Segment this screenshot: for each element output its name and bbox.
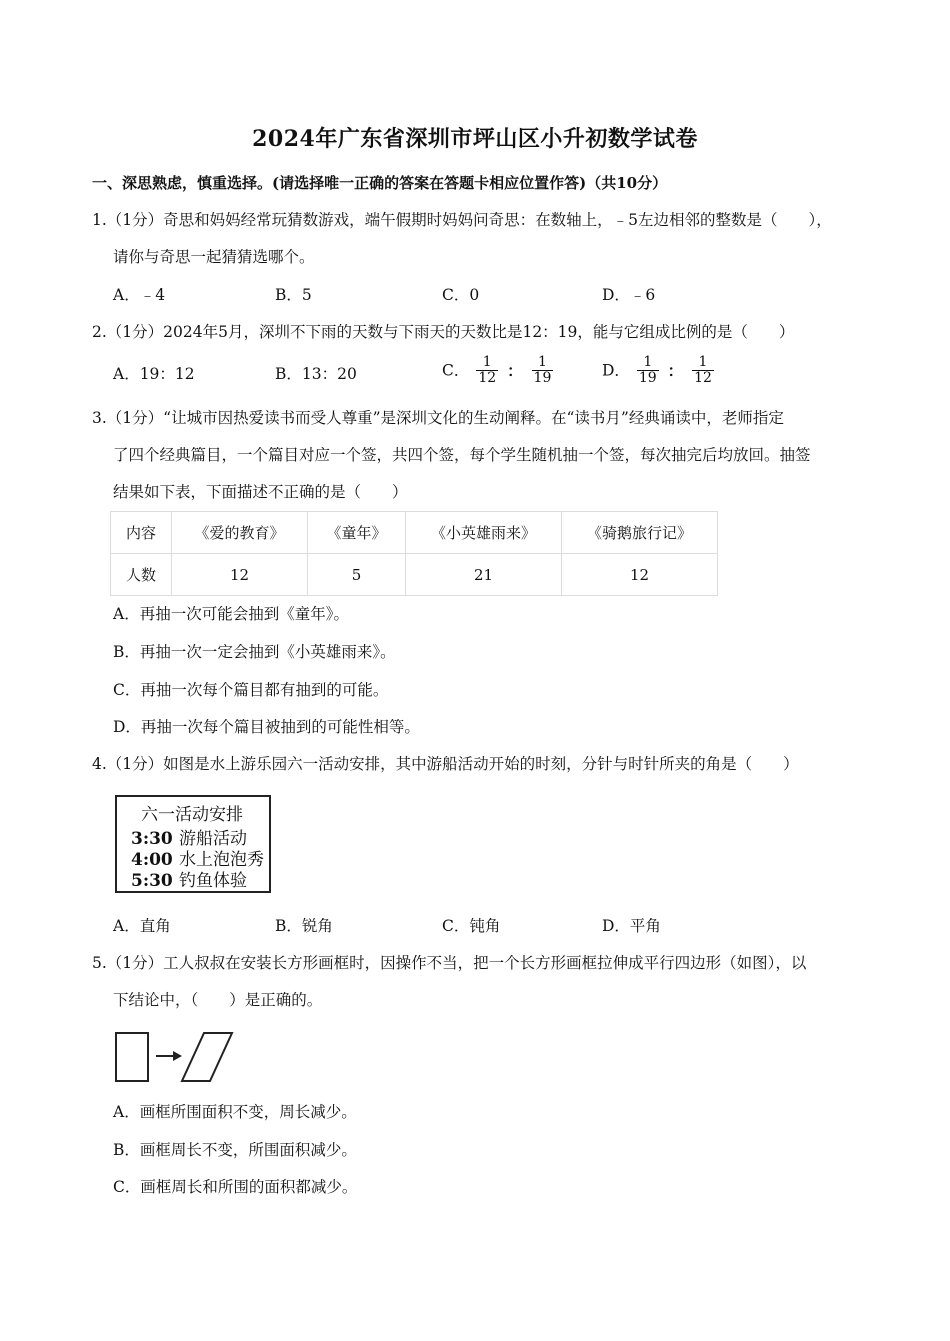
- q2-c-fraction-1: [476, 355, 498, 386]
- schedule-event: 钓鱼体验: [179, 871, 247, 891]
- question-2-line-1: 2.（1分）2024年5月，深圳不下雨的天数与下雨天的天数比是12：19，能与它组成比例的是（ ）: [92, 323, 795, 341]
- schedule-event: 游船活动: [179, 829, 247, 849]
- ratio-colon: ：: [507, 360, 523, 380]
- q4-option-d: D．平角: [602, 917, 661, 935]
- reading-results-table: [110, 511, 718, 596]
- q4-option-b: B．锐角: [275, 917, 333, 935]
- denominator: 19: [533, 370, 552, 386]
- denominator: 19: [638, 370, 657, 386]
- q2-d-fraction-2: [692, 355, 714, 386]
- table-row: [111, 554, 718, 596]
- table-cell: 《骑鹅旅行记》: [562, 512, 718, 554]
- activity-schedule-box: [115, 795, 271, 893]
- schedule-row: [131, 866, 247, 891]
- q3-option-a: A．再抽一次可能会抽到《童年》。: [113, 605, 349, 623]
- section-heading: 一、深思熟虑，慎重选择。(请选择唯一正确的答案在答题卡相应位置作答)（共10分）: [92, 174, 668, 192]
- table-cell: 12: [172, 554, 308, 596]
- schedule-time: 4:00: [131, 850, 173, 870]
- numerator: 1: [532, 355, 554, 371]
- q4-option-c: C．钝角: [442, 917, 501, 935]
- q4-option-a: A．直角: [113, 917, 171, 935]
- table-cell: 《童年》: [308, 512, 406, 554]
- q3-option-d: D．再抽一次每个篇目被抽到的可能性相等。: [113, 718, 420, 736]
- table-header-row: [111, 512, 718, 554]
- q1-option-c: C．0: [442, 286, 480, 304]
- page-title: 2024年广东省深圳市坪山区小升初数学试卷: [252, 126, 698, 152]
- q1-option-a: A．﹣4: [113, 286, 166, 304]
- question-5-line-2: 下结论中，（ ）是正确的。: [113, 991, 323, 1009]
- numerator: 1: [637, 355, 659, 371]
- q2-option-d-label: D．: [602, 361, 630, 380]
- ratio-colon: ：: [667, 360, 684, 380]
- denominator: 12: [478, 370, 497, 386]
- numerator: 1: [476, 355, 498, 371]
- schedule-time: 5:30: [131, 871, 173, 891]
- question-3-line-1: 3.（1分）“让城市因热爱读书而受人尊重”是深圳文化的生动阐释。在“读书月”经典诵读中，老师指定: [92, 409, 784, 427]
- table-cell: 人数: [111, 554, 172, 596]
- schedule-time: 3:30: [131, 829, 173, 849]
- q5-option-b: B．画框周长不变，所围面积减少。: [113, 1141, 357, 1159]
- table-cell: 《爱的教育》: [172, 512, 308, 554]
- question-1-line-2: 请你与奇思一起猜猜选哪个。: [113, 248, 315, 266]
- question-5-line-1: 5.（1分）工人叔叔在安装长方形画框时，因操作不当，把一个长方形画框拉伸成平行四边形（如图），以: [92, 954, 807, 972]
- q2-c-fraction-2: [532, 355, 554, 386]
- rectangle-to-parallelogram-figure: [112, 1030, 237, 1086]
- q5-option-c: C．画框周长和所围的面积都减少。: [113, 1178, 358, 1196]
- table-cell: 12: [562, 554, 718, 596]
- q5-option-a: A．画框所围面积不变，周长减少。: [113, 1103, 357, 1121]
- arrow-head-icon: [173, 1051, 182, 1061]
- q1-option-b: B．5: [275, 286, 312, 304]
- question-3-line-2: 了四个经典篇目，一个篇目对应一个签，共四个签，每个学生随机抽一个签，每次抽完后均放回。抽签: [113, 446, 811, 464]
- table-cell: 5: [308, 554, 406, 596]
- q2-option-c-label: C．: [442, 361, 470, 380]
- question-1-line-1: 1.（1分）奇思和妈妈经常玩猜数游戏，端午假期时妈妈问奇思：在数轴上，﹣5左边相邻的整数是（ ），: [92, 211, 832, 229]
- question-3-line-3: 结果如下表，下面描述不正确的是（ ）: [113, 483, 408, 501]
- question-4-line-1: 4.（1分）如图是水上游乐园六一活动安排，其中游船活动开始的时刻，分针与时针所夹的角是（ ）: [92, 755, 799, 773]
- q3-option-c: C．再抽一次每个篇目都有抽到的可能。: [113, 681, 389, 699]
- q2-option-d: [602, 355, 716, 386]
- numerator: 1: [692, 355, 714, 371]
- q2-option-b: B．13：20: [275, 365, 357, 383]
- schedule-event: 水上泡泡秀: [179, 850, 264, 870]
- schedule-title: 六一活动安排: [141, 805, 243, 825]
- table-cell: 《小英雄雨来》: [406, 512, 562, 554]
- q2-option-a: A．19：12: [113, 365, 195, 383]
- q2-option-c: [442, 355, 555, 386]
- table-cell: 21: [406, 554, 562, 596]
- q1-option-d: D．﹣6: [602, 286, 656, 304]
- denominator: 12: [694, 370, 712, 386]
- rectangle-shape: [116, 1033, 148, 1081]
- parallelogram-shape: [182, 1033, 232, 1081]
- table-cell: 内容: [111, 512, 172, 554]
- q2-d-fraction-1: [637, 355, 659, 386]
- q3-option-b: B．再抽一次一定会抽到《小英雄雨来》。: [113, 643, 396, 661]
